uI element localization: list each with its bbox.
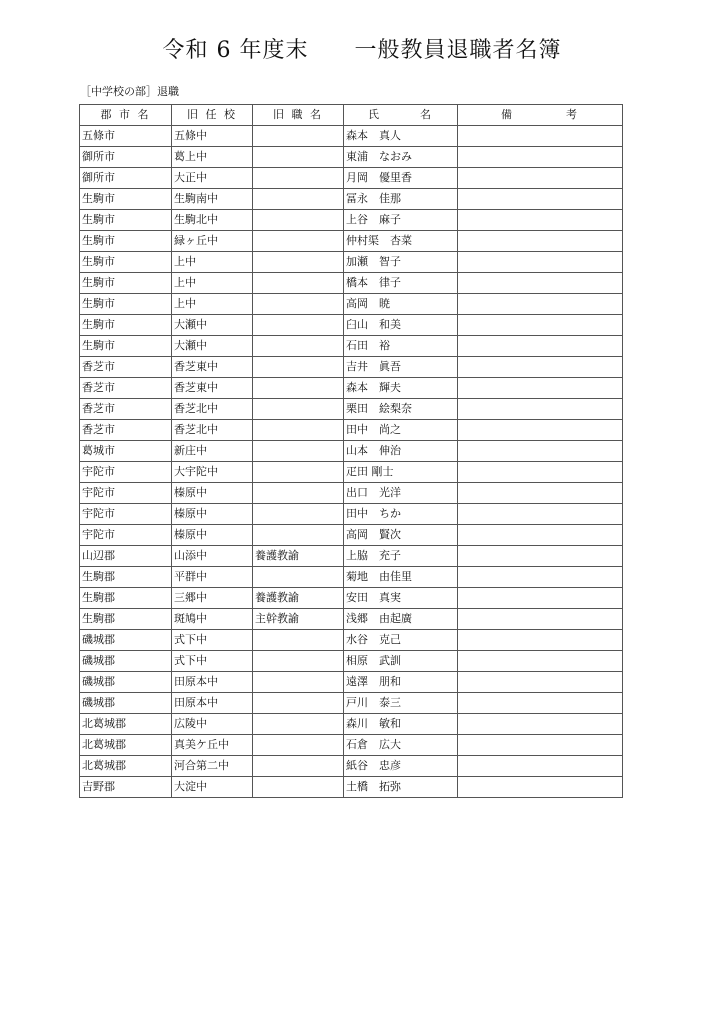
cell-remarks — [458, 525, 623, 546]
cell-position — [253, 714, 344, 735]
cell-school: 平群中 — [172, 567, 253, 588]
table-row — [80, 483, 623, 504]
cell-name: 遠澤 朋和 — [344, 672, 458, 693]
table-row — [80, 168, 623, 189]
cell-school: 三郷中 — [172, 588, 253, 609]
table-row — [80, 630, 623, 651]
cell-position — [253, 777, 344, 798]
cell-position — [253, 189, 344, 210]
table-row — [80, 147, 623, 168]
cell-district: 磯城郡 — [80, 693, 172, 714]
cell-position — [253, 483, 344, 504]
cell-remarks — [458, 756, 623, 777]
table-row — [80, 399, 623, 420]
cell-school: 大淀中 — [172, 777, 253, 798]
cell-position — [253, 399, 344, 420]
cell-remarks — [458, 378, 623, 399]
cell-district: 御所市 — [80, 147, 172, 168]
cell-school: 新庄中 — [172, 441, 253, 462]
cell-district: 御所市 — [80, 168, 172, 189]
cell-position — [253, 651, 344, 672]
cell-name: 浅郷 由起廣 — [344, 609, 458, 630]
cell-district: 生駒市 — [80, 189, 172, 210]
table-row — [80, 336, 623, 357]
cell-position — [253, 273, 344, 294]
table-row — [80, 525, 623, 546]
cell-remarks — [458, 336, 623, 357]
cell-position — [253, 147, 344, 168]
cell-district: 北葛城郡 — [80, 756, 172, 777]
cell-district: 磯城郡 — [80, 651, 172, 672]
cell-position — [253, 441, 344, 462]
cell-name: 臼山 和美 — [344, 315, 458, 336]
table-row — [80, 756, 623, 777]
cell-position — [253, 672, 344, 693]
cell-school: 大瀬中 — [172, 336, 253, 357]
cell-remarks — [458, 210, 623, 231]
table-row — [80, 714, 623, 735]
cell-position — [253, 378, 344, 399]
cell-district: 北葛城郡 — [80, 714, 172, 735]
table-row — [80, 378, 623, 399]
table-row — [80, 672, 623, 693]
header-remarks: 備 考 — [458, 105, 623, 126]
cell-name: 橋本 律子 — [344, 273, 458, 294]
cell-position — [253, 126, 344, 147]
cell-name: 加瀬 智子 — [344, 252, 458, 273]
cell-position — [253, 315, 344, 336]
cell-district: 生駒市 — [80, 273, 172, 294]
table-row — [80, 315, 623, 336]
header-name: 氏 名 — [344, 105, 458, 126]
cell-name: 石田 裕 — [344, 336, 458, 357]
cell-school: 香芝北中 — [172, 420, 253, 441]
cell-name: 相原 武訓 — [344, 651, 458, 672]
cell-school: 香芝東中 — [172, 357, 253, 378]
cell-school: 大瀬中 — [172, 315, 253, 336]
cell-remarks — [458, 693, 623, 714]
cell-position — [253, 630, 344, 651]
cell-district: 生駒市 — [80, 336, 172, 357]
cell-school: 生駒南中 — [172, 189, 253, 210]
cell-position — [253, 336, 344, 357]
cell-name: 安田 真実 — [344, 588, 458, 609]
cell-name: 石倉 広大 — [344, 735, 458, 756]
cell-district: 生駒市 — [80, 294, 172, 315]
cell-name: 高岡 賢次 — [344, 525, 458, 546]
cell-district: 磯城郡 — [80, 672, 172, 693]
cell-name: 森本 輝夫 — [344, 378, 458, 399]
cell-name: 山本 伸治 — [344, 441, 458, 462]
cell-name: 菊地 由佳里 — [344, 567, 458, 588]
table-body — [80, 126, 623, 798]
cell-district: 生駒市 — [80, 252, 172, 273]
cell-school: 榛原中 — [172, 504, 253, 525]
cell-school: 斑鳩中 — [172, 609, 253, 630]
cell-position — [253, 231, 344, 252]
cell-remarks — [458, 189, 623, 210]
section-label: ［中学校の部］退職 — [80, 85, 179, 98]
cell-school: 上中 — [172, 273, 253, 294]
cell-name: 吉井 眞吾 — [344, 357, 458, 378]
table-row — [80, 609, 623, 630]
table-row — [80, 567, 623, 588]
cell-remarks — [458, 588, 623, 609]
table-row — [80, 588, 623, 609]
cell-name: 土橋 拓弥 — [344, 777, 458, 798]
cell-name: 疋田 剛士 — [344, 462, 458, 483]
cell-remarks — [458, 357, 623, 378]
cell-name: 上谷 麻子 — [344, 210, 458, 231]
table-row — [80, 231, 623, 252]
cell-district: 生駒郡 — [80, 567, 172, 588]
table-row — [80, 504, 623, 525]
cell-district: 吉野郡 — [80, 777, 172, 798]
cell-name: 出口 光洋 — [344, 483, 458, 504]
cell-district: 生駒市 — [80, 315, 172, 336]
cell-remarks — [458, 630, 623, 651]
cell-school: 大宇陀中 — [172, 462, 253, 483]
cell-remarks — [458, 609, 623, 630]
cell-position — [253, 294, 344, 315]
cell-district: 香芝市 — [80, 378, 172, 399]
cell-district: 山辺郡 — [80, 546, 172, 567]
table-row — [80, 210, 623, 231]
cell-district: 磯城郡 — [80, 630, 172, 651]
cell-name: 月岡 優里香 — [344, 168, 458, 189]
table-row — [80, 126, 623, 147]
table-row — [80, 441, 623, 462]
cell-remarks — [458, 735, 623, 756]
cell-remarks — [458, 231, 623, 252]
cell-name: 森川 敏和 — [344, 714, 458, 735]
table-row — [80, 693, 623, 714]
cell-school: 緑ヶ丘中 — [172, 231, 253, 252]
cell-name: 冨永 佳那 — [344, 189, 458, 210]
cell-remarks — [458, 315, 623, 336]
cell-school: 式下中 — [172, 651, 253, 672]
cell-district: 生駒郡 — [80, 609, 172, 630]
cell-position — [253, 525, 344, 546]
cell-district: 宇陀市 — [80, 483, 172, 504]
cell-name: 戸川 泰三 — [344, 693, 458, 714]
cell-district: 香芝市 — [80, 420, 172, 441]
cell-remarks — [458, 567, 623, 588]
cell-name: 上脇 充子 — [344, 546, 458, 567]
cell-school: 葛上中 — [172, 147, 253, 168]
header-district: 郡 市 名 — [80, 105, 172, 126]
cell-district: 宇陀市 — [80, 525, 172, 546]
cell-school: 大正中 — [172, 168, 253, 189]
cell-remarks — [458, 672, 623, 693]
cell-position — [253, 567, 344, 588]
cell-district: 五條市 — [80, 126, 172, 147]
document-title: 令和 6 年度末 一般教員退職者名簿 — [162, 38, 562, 63]
table-row — [80, 651, 623, 672]
cell-school: 上中 — [172, 294, 253, 315]
table-row — [80, 189, 623, 210]
cell-remarks — [458, 420, 623, 441]
cell-district: 生駒市 — [80, 231, 172, 252]
table-row — [80, 546, 623, 567]
cell-district: 宇陀市 — [80, 504, 172, 525]
cell-name: 紙谷 忠彦 — [344, 756, 458, 777]
cell-name: 田中 尚之 — [344, 420, 458, 441]
table-header-row — [80, 105, 623, 126]
table-row — [80, 735, 623, 756]
cell-school: 生駒北中 — [172, 210, 253, 231]
cell-remarks — [458, 483, 623, 504]
cell-name: 東浦 なおみ — [344, 147, 458, 168]
cell-name: 水谷 克己 — [344, 630, 458, 651]
cell-remarks — [458, 651, 623, 672]
cell-district: 生駒郡 — [80, 588, 172, 609]
cell-position — [253, 504, 344, 525]
cell-district: 葛城市 — [80, 441, 172, 462]
cell-position: 養護教諭 — [253, 588, 344, 609]
cell-school: 上中 — [172, 252, 253, 273]
cell-remarks — [458, 147, 623, 168]
cell-remarks — [458, 504, 623, 525]
cell-name: 栗田 絵梨奈 — [344, 399, 458, 420]
cell-remarks — [458, 294, 623, 315]
cell-district: 香芝市 — [80, 357, 172, 378]
table-row — [80, 462, 623, 483]
cell-district: 香芝市 — [80, 399, 172, 420]
cell-remarks — [458, 441, 623, 462]
cell-name: 森本 真人 — [344, 126, 458, 147]
table-row — [80, 357, 623, 378]
cell-remarks — [458, 126, 623, 147]
cell-remarks — [458, 462, 623, 483]
table-row — [80, 777, 623, 798]
cell-position — [253, 756, 344, 777]
cell-district: 生駒市 — [80, 210, 172, 231]
table-row — [80, 273, 623, 294]
cell-position — [253, 357, 344, 378]
cell-position — [253, 168, 344, 189]
cell-position — [253, 210, 344, 231]
cell-remarks — [458, 777, 623, 798]
cell-remarks — [458, 546, 623, 567]
cell-remarks — [458, 252, 623, 273]
cell-school: 河合第二中 — [172, 756, 253, 777]
cell-remarks — [458, 168, 623, 189]
cell-position — [253, 735, 344, 756]
cell-remarks — [458, 273, 623, 294]
table-row — [80, 420, 623, 441]
cell-remarks — [458, 399, 623, 420]
cell-school: 田原本中 — [172, 672, 253, 693]
cell-school: 香芝北中 — [172, 399, 253, 420]
header-position: 旧 職 名 — [253, 105, 344, 126]
header-school: 旧 任 校 — [172, 105, 253, 126]
table-row — [80, 252, 623, 273]
cell-position — [253, 462, 344, 483]
cell-position: 養護教諭 — [253, 546, 344, 567]
cell-position — [253, 252, 344, 273]
cell-position: 主幹教諭 — [253, 609, 344, 630]
cell-name: 高岡 暁 — [344, 294, 458, 315]
cell-district: 北葛城郡 — [80, 735, 172, 756]
cell-school: 香芝東中 — [172, 378, 253, 399]
cell-position — [253, 693, 344, 714]
cell-name: 仲村渠 杏菜 — [344, 231, 458, 252]
cell-school: 真美ケ丘中 — [172, 735, 253, 756]
cell-school: 田原本中 — [172, 693, 253, 714]
cell-district: 宇陀市 — [80, 462, 172, 483]
table-row — [80, 294, 623, 315]
cell-school: 式下中 — [172, 630, 253, 651]
retiree-table — [79, 104, 623, 798]
cell-school: 山添中 — [172, 546, 253, 567]
cell-school: 榛原中 — [172, 525, 253, 546]
cell-school: 広陵中 — [172, 714, 253, 735]
cell-position — [253, 420, 344, 441]
cell-school: 榛原中 — [172, 483, 253, 504]
cell-remarks — [458, 714, 623, 735]
cell-school: 五條中 — [172, 126, 253, 147]
cell-name: 田中 ちか — [344, 504, 458, 525]
